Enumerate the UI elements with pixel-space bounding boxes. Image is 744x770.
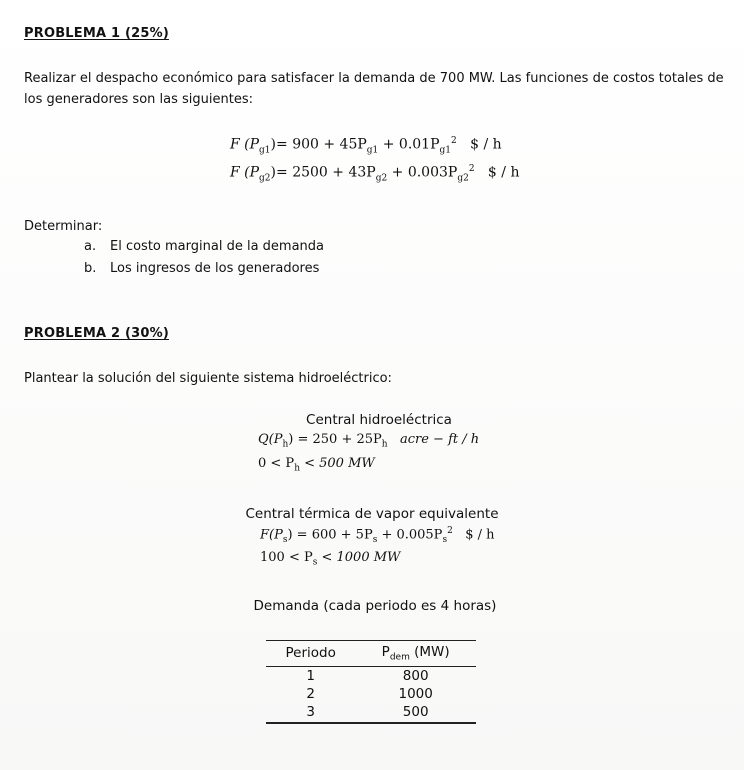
problem-2-heading: PROBLEMA 2 (30%) <box>24 326 169 341</box>
table-row <box>266 703 476 723</box>
demand-caption: Demanda (cada periodo es 4 horas) <box>253 598 497 614</box>
demand-table <box>266 640 476 724</box>
period-cell: 2 <box>306 685 315 702</box>
thermal-cost-equation: $F(P_s) = 600 + 5P_s + 0.005P_s^2$ $ / h <box>260 526 495 545</box>
table-row <box>266 685 476 703</box>
thermal-plant-title: Central térmica de vapor equivalente <box>245 506 499 522</box>
hydro-limit: $0 < P_h < 500$ MW <box>258 456 375 474</box>
cost-equation-g1: F $(P_{g1})= 900 + 45P_{g1} + 0.01P_{g1}^2$ $ / h <box>230 136 502 156</box>
table-header-row <box>266 641 476 667</box>
determine-label: Determinar: <box>24 219 103 234</box>
column-header-period: Periodo <box>266 641 355 667</box>
period-cell: 1 <box>306 667 315 684</box>
list-item: b. Los ingresos de los generadores <box>84 261 320 276</box>
hydro-flow-equation: $Q(P_h) = 250 + 25P_h$ acre − ft / h <box>258 432 480 450</box>
power-cell: 800 <box>402 667 429 684</box>
power-cell: 500 <box>355 703 476 723</box>
problem-2-intro: Plantear la solución del siguiente sistema hidroeléctrico: <box>24 371 392 386</box>
cost-equation-g2: F $(P_{g2})= 2500 + 43P_{g2} + 0.003P_{g2}^2$ $ / h <box>230 164 520 184</box>
thermal-limit: $100 < P_s < 1000$ MW <box>260 550 401 568</box>
column-header-power: $P_{dem}$ (MW) <box>355 641 476 667</box>
hydro-plant-title: Central hidroeléctrica <box>306 412 452 428</box>
table-row <box>266 666 476 685</box>
problem-1-task-list <box>84 236 324 280</box>
list-item: a. El costo marginal de la demanda <box>84 239 325 254</box>
problem-1-heading: PROBLEMA 1 (25%) <box>24 26 169 41</box>
problem-1-intro: Realizar el despacho económico para satisfacer la demanda de 700 MW. Las funciones de costos totales de los generadores son las siguientes: <box>24 71 724 107</box>
power-cell: 1000 <box>398 685 433 702</box>
period-cell: 3 <box>266 703 355 723</box>
